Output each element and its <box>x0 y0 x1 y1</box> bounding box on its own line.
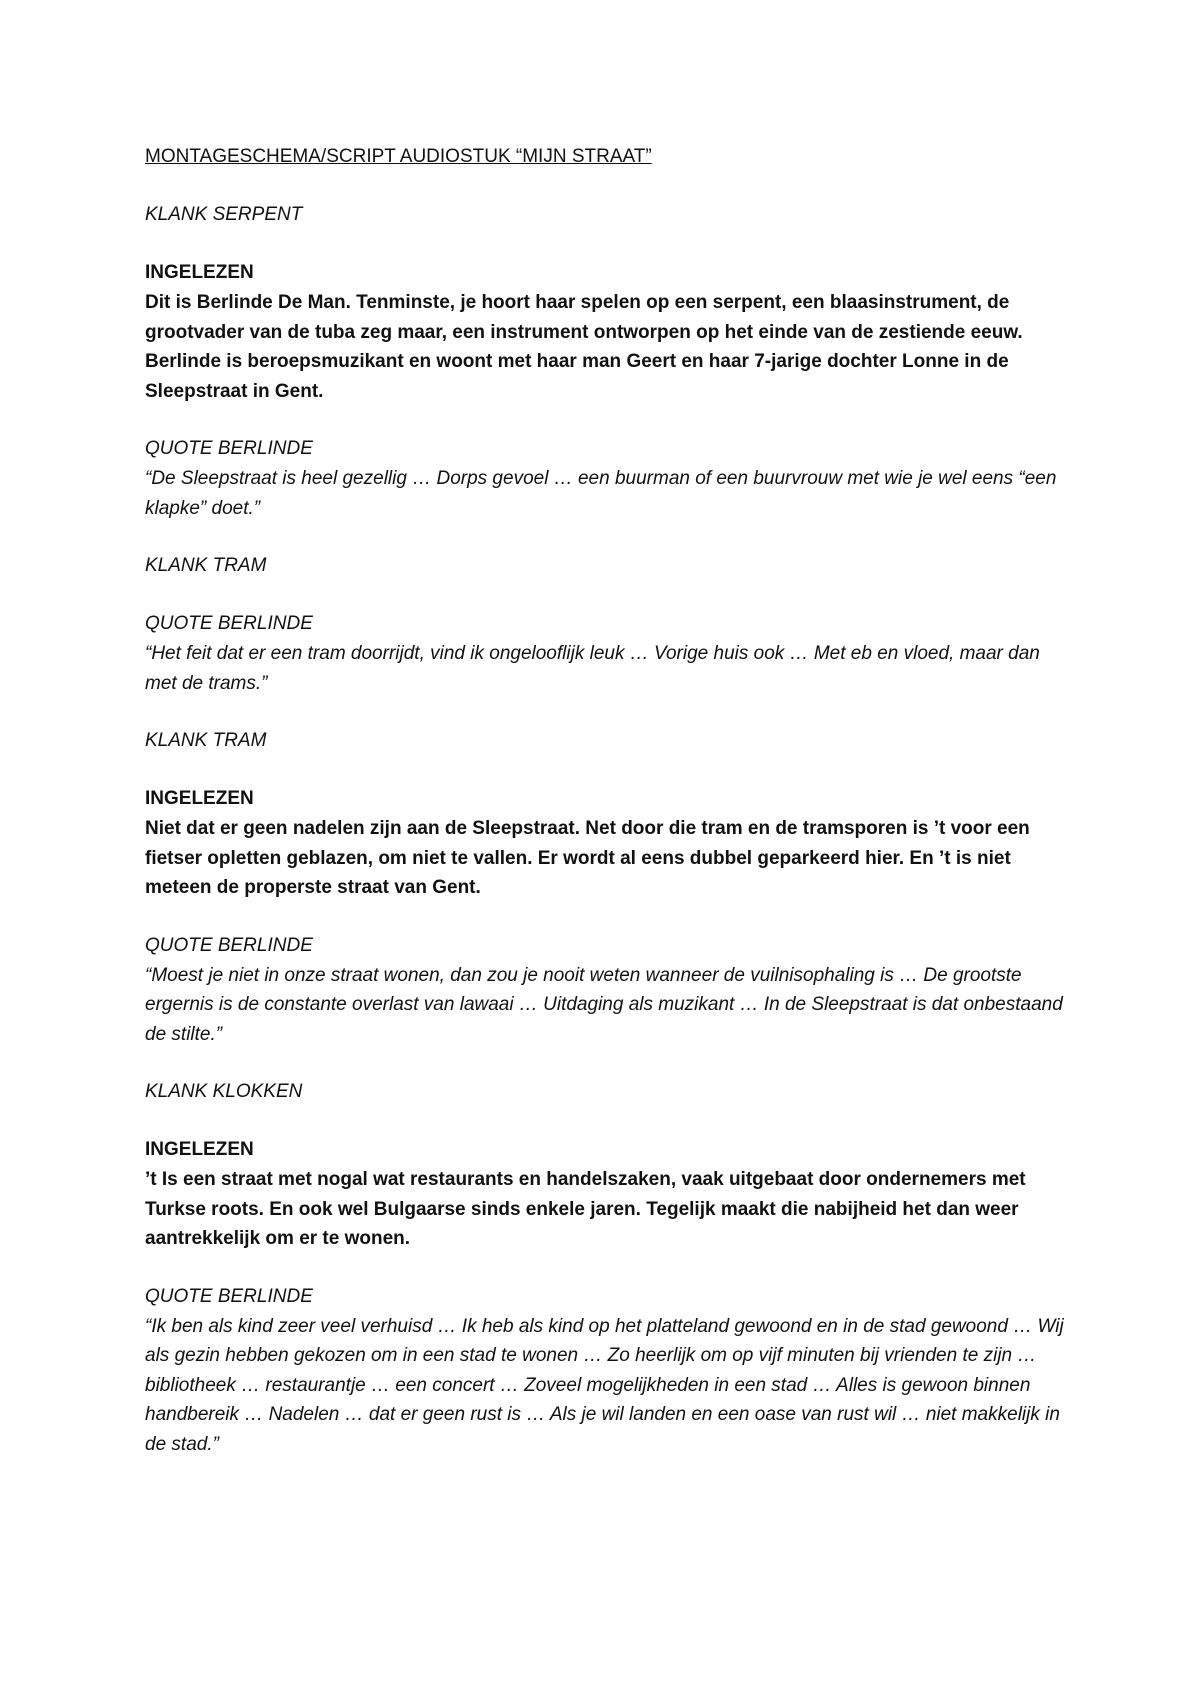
read-block-restaurants <box>145 1135 1065 1254</box>
quote-label: QUOTE BERLINDE <box>145 1285 313 1307</box>
read-block-intro <box>145 258 1065 406</box>
read-label: INGELEZEN <box>145 788 254 809</box>
quote-text: “Ik ben als kind zeer veel verhuisd … Ik heb als kind op het platteland gewoond en in de stad gewoond … Wij als gezin hebben gekozen om in een stad te wonen … Zo heerlijk om op vijf minuten bij vrienden te zijn … bibliotheek … restaurantje … een concert … Zoveel mogelijkheden in een stad … Alles is gewoon binnen handbereik … Nadelen … dat er geen rust is … Als je wil landen en een oase van rust wil … niet makkelijk in de stad.” <box>145 1315 1064 1455</box>
sound-cue-klokken: KLANK KLOKKEN <box>145 1081 303 1102</box>
quote-block-verhuisd <box>145 1282 1065 1460</box>
read-block-nadelen <box>145 784 1065 903</box>
quote-text: “Het feit dat er een tram doorrijdt, vind ik ongelooflijk leuk … Vorige huis ook … Met eb en vloed, maar dan met de trams.” <box>145 643 1040 694</box>
read-label: INGELEZEN <box>145 262 254 283</box>
read-text: ’t Is een straat met nogal wat restaurants en handelszaken, vaak uitgebaat door ondernemers met Turkse roots. En ook wel Bulgaarse sinds enkele jaren. Tegelijk maakt die nabijheid het dan weer aantrekkelijk om er te wonen. <box>145 1169 1026 1249</box>
sound-cue-tram-2: KLANK TRAM <box>145 730 267 751</box>
quote-label: QUOTE BERLINDE <box>145 934 313 956</box>
document-title: MONTAGESCHEMA/SCRIPT AUDIOSTUK “MIJN STRAAT” <box>145 146 652 167</box>
document-page <box>145 142 1065 1487</box>
quote-block-lawaai <box>145 931 1065 1050</box>
quote-label: QUOTE BERLINDE <box>145 613 313 634</box>
quote-text: “Moest je niet in onze straat wonen, dan zou je nooit weten wanneer de vuilnisophaling is … De grootste ergernis is de constante overlast van lawaai … Uitdaging als muzikant … In de Sleepstraat is dat onbestaand de stilte.” <box>145 964 1063 1045</box>
read-label: INGELEZEN <box>145 1139 254 1160</box>
quote-text: “De Sleepstraat is heel gezellig … Dorps gevoel … een buurman of een buurvrouw met wie je wel eens “een klapke” doet.” <box>145 468 1057 519</box>
quote-block-gezellig <box>145 434 1065 523</box>
read-text: Dit is Berlinde De Man. Tenminste, je hoort haar spelen op een serpent, een blaasinstrument, de grootvader van de tuba zeg maar, een instrument ontworpen op het einde van de zestiende eeuw. Berlinde is beroepsmuzikant en woont met haar man Geert en haar 7-jarige dochter Lonne in de Sleepstraat in Gent. <box>145 292 1023 402</box>
read-text: Niet dat er geen nadelen zijn aan de Sleepstraat. Net door die tram en de tramsporen is ’t voor een fietser opletten geblazen, om niet te vallen. Er wordt al eens dubbel geparkeerd hier. En ’t is niet meteen de properste straat van Gent. <box>145 818 1030 898</box>
quote-block-tram <box>145 609 1065 698</box>
sound-cue-tram-1: KLANK TRAM <box>145 555 267 576</box>
quote-label: QUOTE BERLINDE <box>145 438 313 459</box>
sound-cue-serpent: KLANK SERPENT <box>145 204 303 225</box>
